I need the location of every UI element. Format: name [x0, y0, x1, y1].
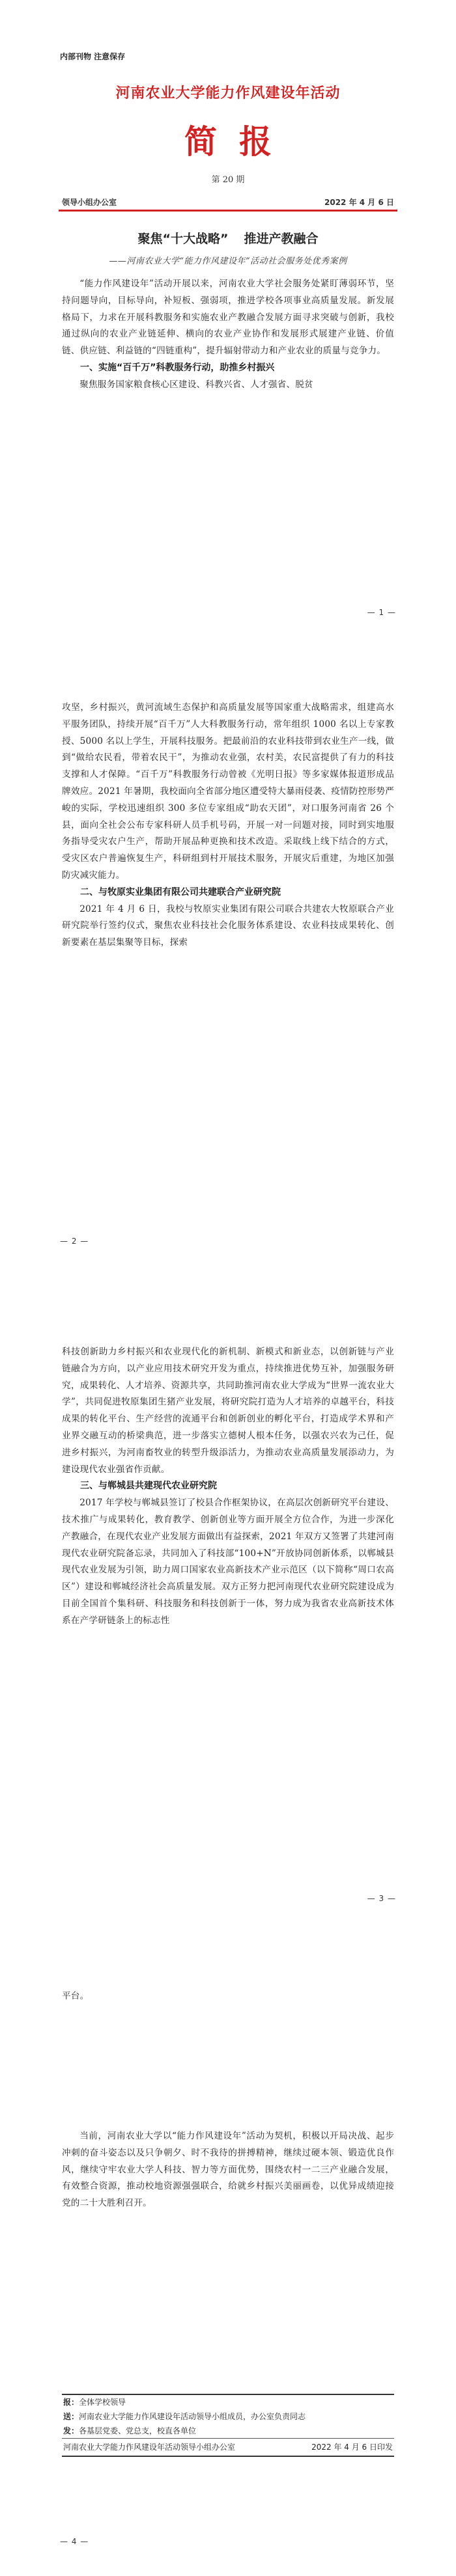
- cc-label: 送：: [63, 2412, 79, 2421]
- distribution-line: [62, 2395, 394, 2409]
- article-title: [0, 229, 456, 247]
- distribution-label: 报：: [63, 2398, 79, 2407]
- print-org: 河南农业大学能力作风建设年活动领导小组办公室: [63, 2443, 236, 2452]
- meta-row: [62, 197, 394, 208]
- print-line: [62, 2439, 394, 2456]
- page-2-body: [62, 700, 394, 952]
- paragraph: 攻坚，乡村振兴，黄河流域生态保护和高质量发展等国家重大战略需求，组建高水平服务团队，持续开展“百千万”人大科教服务行动，常年组织 1000 名以上专家教授、5000 名以上学生，开展科技服务。把最前沿的农业科技带到农业生产一线，做到“做给农民看，带着农民干”，为推动农业强，农村美，农民富提供了有力的科技支撑和人才保障。“百千万”科教服务行动曾被《光明日报》等多家媒体报道形成品牌效应。2021 年暑期，我校面向全省部分地区遭受特大暴雨侵袭、疫情防控形势严峻的实际，学校迅速组织 300 多位专家组成“助农天团”，对口服务河南省 26 个县，面向全社会公布专家科研人员手机号码，开展一对一问题对接，同时到实地服务指导受灾农户生产，帮助开展品种更换和技术改造。采取线上线下结合的方式，受灾区农户普遍恢复生产，科研组到村开展技术服务，开展灾后重建，为地区加强防灾减灾能力。: [62, 702, 394, 881]
- page-4: [0, 1933, 456, 2576]
- section-heading-2: 二、与牧原实业集团有限公司共建联合产业研究院: [80, 886, 281, 897]
- article-title-part2: 推进产教融合: [244, 232, 319, 246]
- section-heading-3: 三、与郸城县共建现代农业研究院: [80, 1481, 217, 1492]
- distribution-footer: [62, 2394, 394, 2457]
- send-value: 各基层党委、党总支，校直各单位: [79, 2426, 197, 2435]
- issue-date: 2022 年 4 月 6 日: [324, 198, 394, 207]
- page-number: — 3 —: [367, 1894, 396, 1903]
- page-4-closing: [62, 2128, 394, 2212]
- page-number: — 2 —: [60, 1237, 89, 1246]
- footer-rule-bottom: [62, 2456, 394, 2457]
- page-3: [0, 1289, 456, 1933]
- article-subtitle: ——河南农业大学“能力作风建设年”活动社会服务处优秀案例: [109, 256, 347, 266]
- print-date: 2022 年 4 月 6 日印发: [311, 2443, 393, 2452]
- issue-number: 第 20 期: [211, 175, 245, 185]
- distribution-value: 全体学校领导: [79, 2398, 126, 2407]
- send-label: 发：: [63, 2426, 79, 2435]
- page-number: — 1 —: [367, 608, 396, 617]
- red-divider: [59, 210, 397, 212]
- paragraph: “能力作风建设年”活动开展以来，河南农业大学社会服务处紧盯薄弱环节，坚持问题导向，目标导向，补短板、强弱项，推进学校各项事业高质量发展。新发展格局下，力求在开展科教服务和实施农业产教融合发展方面寻求突破与创新，我校通过纵向的农业产业链延伸、横向的农业产业协作和发展形式展建产业链、价值链、供应链、利益链的“四链重构”，提升辐射带动力和产业农业的质量与竞争力。: [62, 279, 394, 357]
- paragraph: 2021 年 4 月 6 日，我校与牧原实业集团有限公司联合共建农大牧原联合产业研究院举行签约仪式，聚焦农业科技社会化服务体系建设、农业科技成果转化、创新要素在基层集聚等目标，探索: [62, 903, 394, 948]
- page-3-body: [62, 1344, 394, 1630]
- paragraph: 科技创新助力乡村振兴和农业现代化的新机制、新模式和新业态，以创新链与产业链融合为方向，以产业应用技术研究开发为重点，持续推进优势互补，加强服务研究，成果转化、人才培养、资源共享，共同助推河南农业大学成为“世界一流农业大学”，共同促进牧原集团生猪产业发展，将研究院打造为人才培养的卓越平台，科技成果的转化平台、生产经营的流通平台和创新创业的孵化平台，打造成学术界和产业界交融互动的桥梁典范，进一步落实立德树人根本任务，以强农兴农为己任，促进乡村振兴，为河南畜牧业的转型升级添活力，为推动农业高质量发展添动力，为建设现代农业强省作贡献。: [62, 1347, 394, 1475]
- paragraph: 当前，河南农业大学以“能力作风建设年”活动为契机，积极以开局决战、起步冲刺的奋斗姿态以及只争朝夕、时不我待的拼搏精神，继续过硬本领、锻造优良作风，继续守牢农业大学人科技、智力等方面优势，围绕农村一二三产业融合发展，有效整合资源，推动校地资源强强联合，给就乡村振兴美丽画卷，以优异成绩迎接党的二十大胜利召开。: [62, 2131, 394, 2209]
- issuing-office: 领导小组办公室: [62, 198, 117, 207]
- paragraph: 聚焦服务国家粮食核心区建设、科教兴省、人才强省、脱贫: [79, 379, 313, 390]
- page-4-body: [62, 1988, 394, 2005]
- cc-value: 河南农业大学能力作风建设年活动领导小组成员，办公室负责同志: [79, 2412, 306, 2421]
- paragraph: 2017 年学校与郸城县签订了校县合作框架协议，在高层次创新研究平台建设、技术推广与成果转化，教育教学、创新创业等方面开展全方位合作，为进一步深化产教融合，在现代农业产业发展方面做出有益探索，2021 年双方又签署了共建河南现代农业研究院备忘录，共同加入了科技部“100+N”开放协同创新体系，以郸城县现代农业发展为引领，助力周口国家农业高新技术产业示范区（以下简称“周口农高区”）建设和郸城经济社会高质量发展。双方正努力把河南现代农业研究院建设成为目前全国首个集科研、科技服务和科技创新于一体，努力成为我省农业高新技术体系在产学研链条上的标志性: [62, 1498, 394, 1626]
- send-line: [62, 2424, 394, 2438]
- cc-line: [62, 2409, 394, 2424]
- paragraph: 平台。: [62, 1991, 89, 2001]
- page-number: — 4 —: [60, 2537, 89, 2546]
- confidential-marks: 内部刊物 注意保存: [60, 52, 126, 61]
- section-heading-1: 一、实施“百千万”科教服务行动，助推乡村振兴: [80, 362, 275, 373]
- org-title: 河南农业大学能力作风建设年活动: [115, 85, 341, 102]
- brief-title: 简报: [184, 123, 294, 161]
- page-2: [0, 644, 456, 1289]
- article-title-part1: 聚焦“十大战略”: [137, 232, 229, 246]
- page-1: [0, 0, 456, 644]
- page-1-body: [62, 276, 394, 394]
